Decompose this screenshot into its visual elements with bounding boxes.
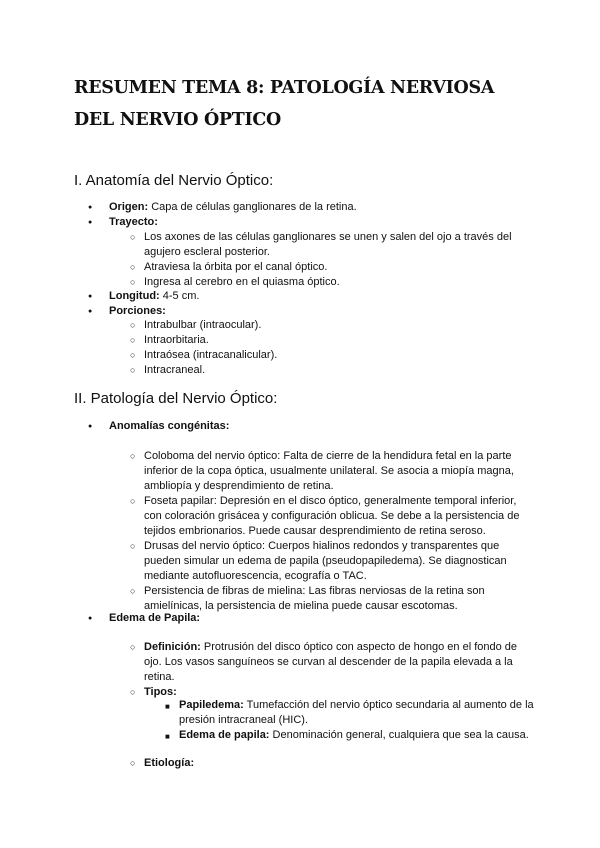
list-item <box>74 756 534 771</box>
list-item: ○ Intraósea (intracanalicular). <box>74 348 534 363</box>
list-item <box>74 640 534 685</box>
list-item: ○ Atraviesa la órbita por el canal óptico. <box>74 260 534 275</box>
trayecto-sublist <box>74 230 534 290</box>
trayecto-label: Trayecto: <box>109 216 158 228</box>
list-item <box>74 698 534 728</box>
tipos-sublist <box>74 698 534 743</box>
patologia-list <box>74 419 534 434</box>
porciones-sublist <box>74 318 534 378</box>
origen-label: Origen: <box>109 201 149 213</box>
patologia-list-cont <box>74 611 534 626</box>
list-item: ○ Persistencia de fibras de mielina: Las fibras nerviosas de la retina son amielínicas, la persistencia de mielina puede causar escotomas. <box>74 584 534 614</box>
edema-papila-label: Edema de papila: <box>179 729 270 741</box>
definicion-text: Protrusión del disco óptico con aspecto de hongo en el fondo de ojo. Los vasos sanguíneos se curvan al descender de la papila elevada a la retina. <box>144 641 518 683</box>
section-heading-anatomia: I. Anatomía del Nervio Óptico: <box>74 172 274 189</box>
section-heading-patologia: II. Patología del Nervio Óptico: <box>74 390 278 407</box>
list-item <box>74 419 534 434</box>
longitud-label: Longitud: <box>109 290 160 302</box>
edema-sublist <box>74 640 534 700</box>
longitud-text: 4-5 cm. <box>162 290 200 302</box>
list-item: ○ Foseta papilar: Depresión en el disco óptico, generalmente temporal inferior, con coloración grisácea y configuración oblicua. Se debe a la persistencia de tejidos embrionarios. Puede causar desprendimiento de retina seroso. <box>74 494 534 539</box>
list-item <box>74 728 534 743</box>
papiledema-label: Papiledema: <box>179 699 244 711</box>
list-item <box>74 611 534 626</box>
tipos-label: Tipos: <box>144 686 177 698</box>
list-item <box>74 304 534 319</box>
etiologia-label: Etiología: <box>144 757 195 769</box>
list-item <box>74 200 534 215</box>
list-item <box>74 215 534 230</box>
edema-papila-text: Denominación general, cualquiera que sea la causa. <box>272 729 529 741</box>
list-item: ○ Intraorbitaria. <box>74 333 534 348</box>
anomalias-label: Anomalías congénitas: <box>109 420 230 432</box>
list-item: ○ Ingresa al cerebro en el quiasma óptico. <box>74 275 534 290</box>
etiologia-sublist <box>74 756 534 771</box>
list-item: ○ Los axones de las células ganglionares se unen y salen del ojo a través del agujero escleral posterior. <box>74 230 534 260</box>
anatomia-list <box>74 200 534 230</box>
list-item: ○ Coloboma del nervio óptico: Falta de cierre de la hendidura fetal en la parte inferior de la copa óptica, usualmente unilateral. Se asocia a miopía magna, ambliopía y desprendimiento de retina. <box>74 449 534 494</box>
list-item: ○ Intracraneal. <box>74 363 534 378</box>
porciones-label: Porciones: <box>109 305 166 317</box>
anomalias-sublist <box>74 449 534 614</box>
list-item: ○ Drusas del nervio óptico: Cuerpos hialinos redondos y transparentes que pueden simular un edema de papila (pseudopapiledema). Se diagnostican mediante autofluorescencia, ecografía o TAC. <box>74 539 534 584</box>
document-title: RESUMEN TEMA 8: PATOLOGÍA NERVIOSA DEL NERVIO ÓPTICO <box>74 78 495 130</box>
list-item <box>74 289 534 304</box>
origen-text: Capa de células ganglionares de la retina. <box>151 201 357 213</box>
list-item: ○ Intrabulbar (intraocular). <box>74 318 534 333</box>
anatomia-list-cont <box>74 289 534 319</box>
edema-label: Edema de Papila: <box>109 612 201 624</box>
definicion-label: Definición: <box>144 641 201 653</box>
papiledema-text: Tumefacción del nervio óptico secundaria al aumento de la presión intracraneal (HIC). <box>179 699 534 726</box>
